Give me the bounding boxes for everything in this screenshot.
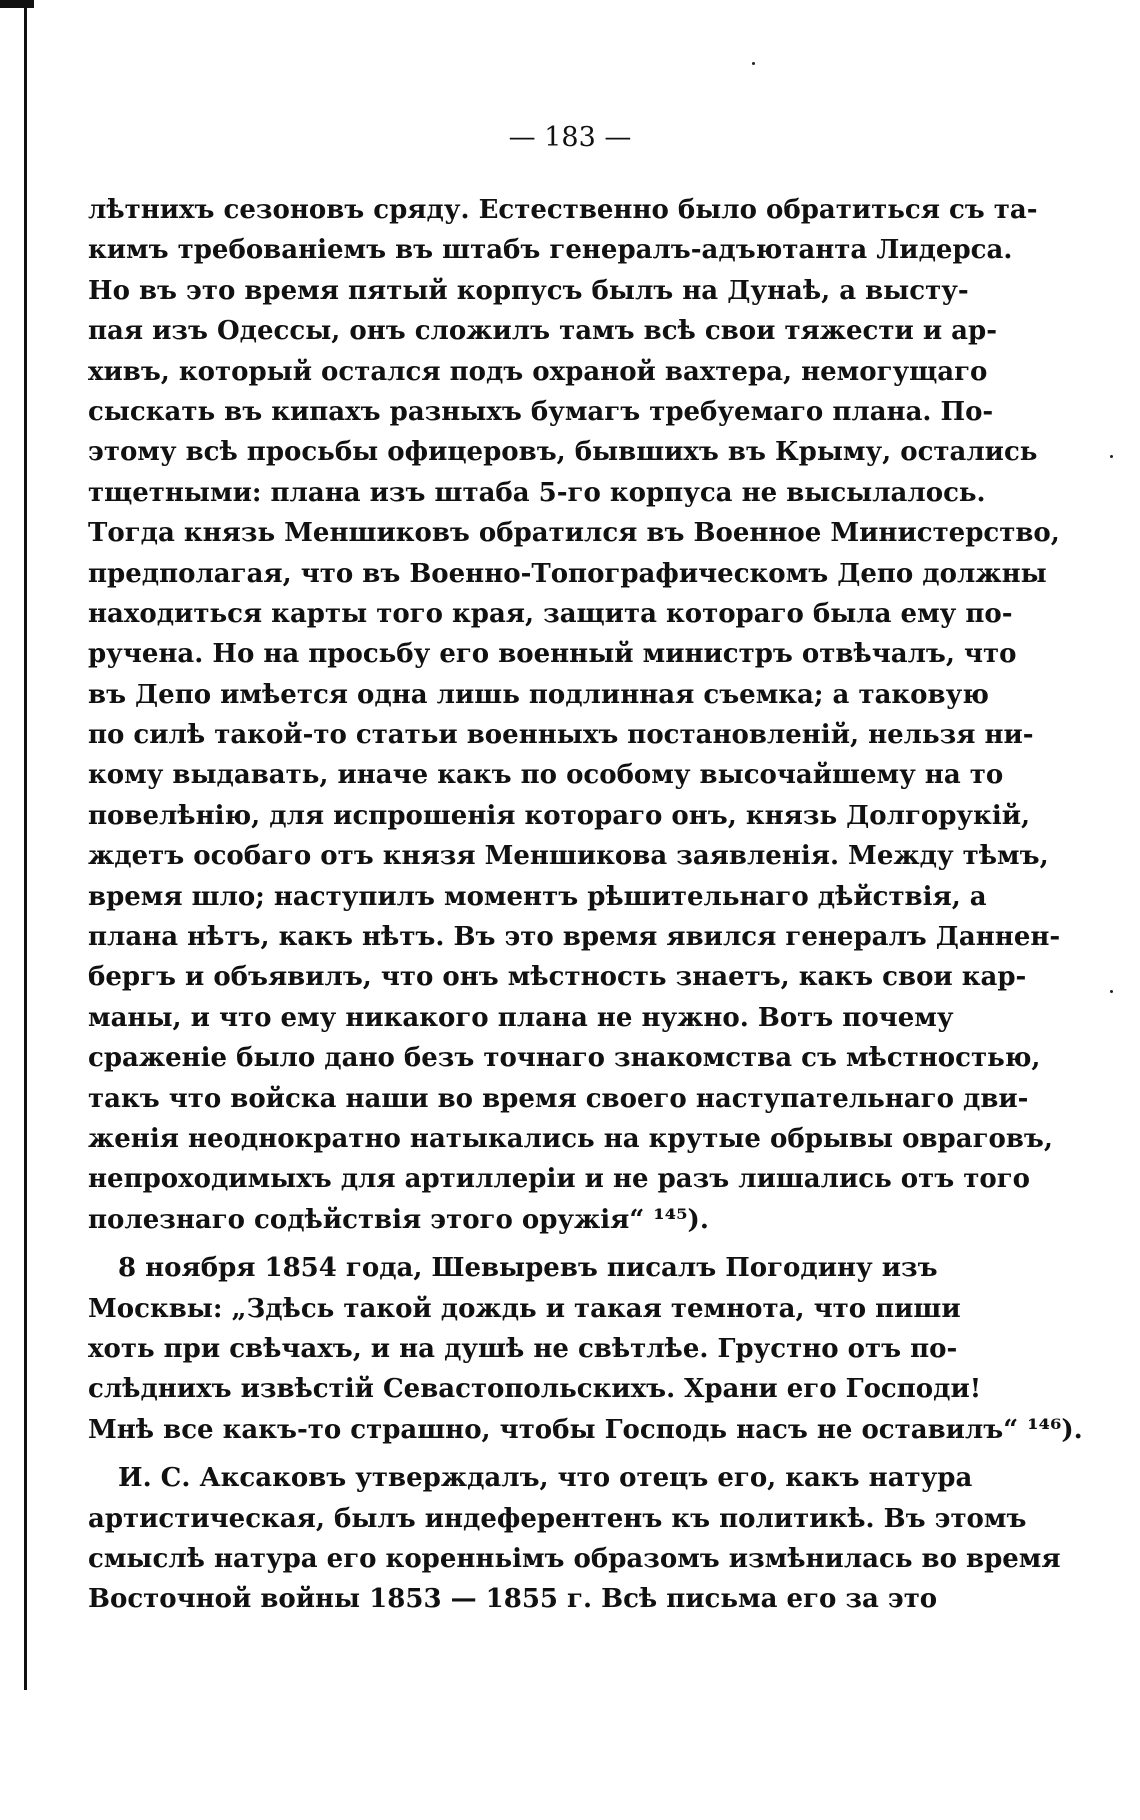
text-line: смыслѣ натура его коренньімъ образомъ измѣнилась во время (88, 1543, 1061, 1574)
text-line: этому всѣ просьбы офицеровъ, бывшихъ въ Крыму, остались (88, 437, 1038, 468)
body-text (88, 190, 1083, 1620)
scan-speck (1110, 455, 1113, 458)
text-line: И. С. Аксаковъ утверждалъ, что отецъ его, какъ натура (118, 1463, 973, 1494)
text-line: артистическая, былъ индеферентенъ къ политикѣ. Въ этомъ (88, 1503, 1027, 1534)
text-line: лѣтнихъ сезоновъ сряду. Естественно было обратиться съ та- (88, 195, 1038, 225)
text-line: тщетными: плана изъ штаба 5-го корпуса не высылалось. (88, 477, 986, 508)
page-number: — 183 — (508, 122, 632, 153)
text-line: въ Депо имѣется одна лишь подлинная съемка; а таковую (88, 679, 989, 710)
text-line: сраженіе было дано безъ точнаго знакомства съ мѣстностью, (88, 1043, 1041, 1074)
text-line: находиться карты того края, защита котораго была ему по- (88, 598, 1013, 629)
text-line: Москвы: „Здѣсь такой дождь и такая темнота, что пиши (88, 1293, 961, 1324)
scan-edge-left (24, 0, 27, 1690)
text-line: время шло; наступилъ моментъ рѣшительнаго дѣйствія, а (88, 881, 987, 912)
text-line: хоть при свѣчахъ, и на душѣ не свѣтлѣе. Грустно отъ по- (88, 1333, 958, 1364)
scan-speck (752, 62, 755, 65)
text-line: женія неоднократно натыкались на крутые обрывы овраговъ, (88, 1123, 1053, 1154)
text-line: ждетъ особаго отъ князя Меншикова заявленія. Между тѣмъ, (88, 841, 1049, 872)
text-line: Тогда князь Меншиковъ обратился въ Военное Министерство, (88, 518, 1060, 549)
text-line: полезнаго содѣйствія этого оружія“ ¹⁴⁵). (88, 1204, 709, 1235)
paragraph-3 (88, 1458, 1061, 1620)
text-line: Восточной войны 1853 — 1855 г. Всѣ письма его за это (88, 1584, 938, 1615)
text-line: слѣднихъ извѣстій Севастопольскихъ. Храни его Господи! (88, 1374, 982, 1405)
scan-edge-top (0, 0, 34, 8)
text-line: бергъ и объявилъ, что онъ мѣстность знаетъ, какъ свои кар- (88, 962, 1027, 993)
paragraph-1 (88, 190, 1061, 1240)
text-line: Но въ это время пятый корпусъ былъ на Дунаѣ, а высту- (88, 275, 969, 306)
text-line: 8 ноября 1854 года, Шевыревъ писалъ Погодину изъ (118, 1253, 938, 1284)
text-line: непроходимыхъ для артиллеріи и не разъ лишались отъ того (88, 1164, 1030, 1195)
text-line: повелѣнію, для испрошенія котораго онъ, князь Долгорукій, (88, 800, 1031, 831)
text-line: ручена. Но на просьбу его военный министръ отвѣчалъ, что (88, 639, 1017, 670)
text-line: кимъ требованіемъ въ штабъ генералъ-адъютанта Лидерса. (88, 235, 1013, 266)
text-line: Мнѣ все какъ-то страшно, чтобы Господь насъ не оставилъ“ ¹⁴⁶). (88, 1414, 1083, 1445)
text-line: по силѣ такой-то статьи военныхъ постановленій, нельзя ни- (88, 720, 1034, 751)
paragraph-2 (88, 1248, 1083, 1450)
text-line: маны, и что ему никакого плана не нужно. Вотъ почему (88, 1002, 954, 1033)
text-line: хивъ, который остался подъ охраной вахтера, немогущаго (88, 356, 988, 387)
text-line: плана нѣтъ, какъ нѣтъ. Въ это время явился генералъ Даннен- (88, 922, 1061, 953)
text-line: предполагая, что въ Военно-Топографическомъ Депо должны (88, 558, 1047, 589)
text-line: кому выдавать, иначе какъ по особому высочайшему на то (88, 760, 1004, 791)
text-line: такъ что войска наши во время своего наступательнаго дви- (88, 1083, 1029, 1114)
scan-speck (1110, 990, 1113, 993)
text-line: сыскать въ кипахъ разныхъ бумагъ требуемаго плана. По- (88, 396, 994, 427)
text-line: пая изъ Одессы, онъ сложилъ тамъ всѣ свои тяжести и ар- (88, 316, 997, 347)
